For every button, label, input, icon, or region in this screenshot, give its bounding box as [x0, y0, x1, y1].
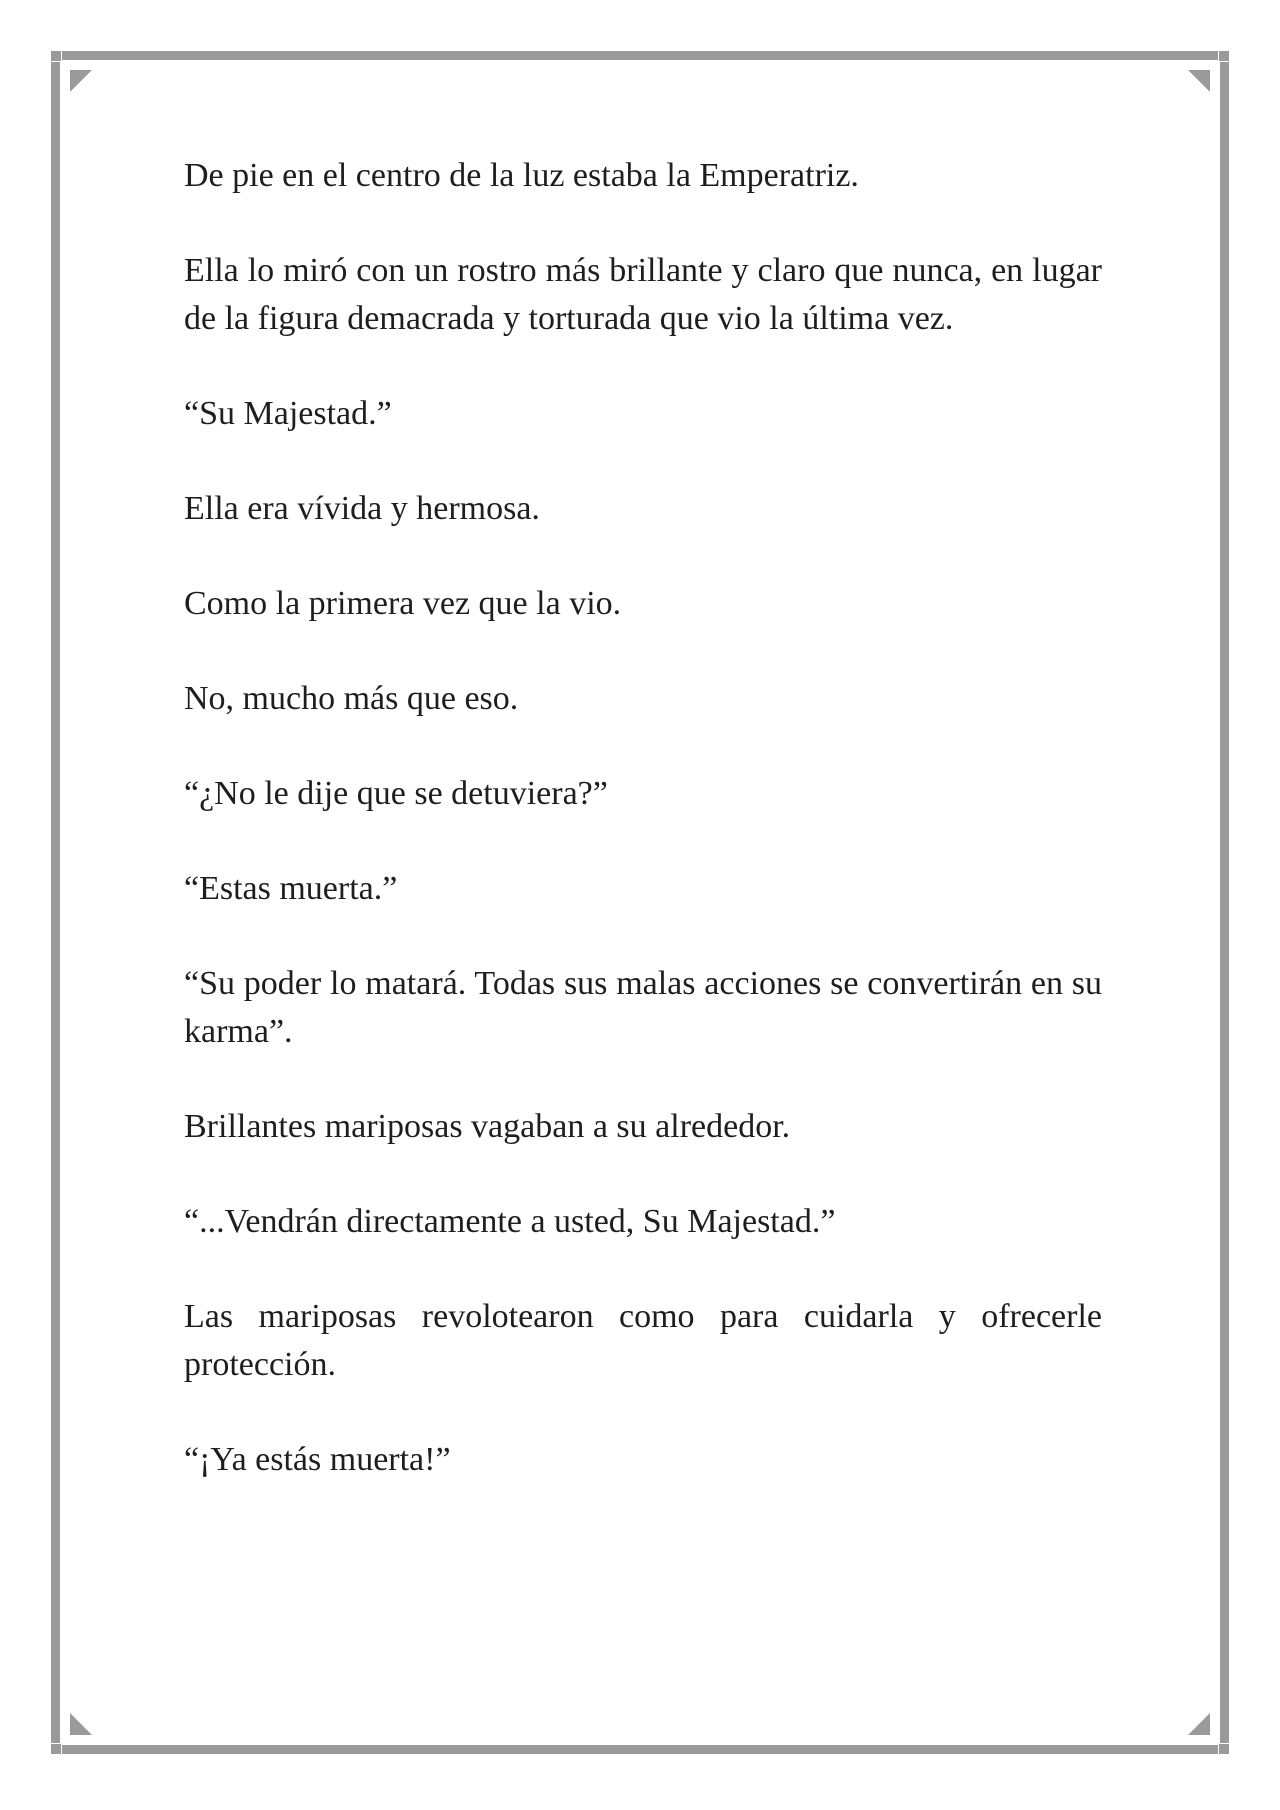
paragraph: “¡Ya estás muerta!”: [184, 1441, 451, 1478]
paragraph: Ella era vívida y hermosa.: [184, 490, 540, 527]
paragraph: “Su poder lo matará. Todas sus malas acciones se convertirán en su karma”.: [184, 965, 1102, 1050]
paragraph: Ella lo miró con un rostro más brillante y claro que nunca, en lugar de la figura demacrada y torturada que vio la última vez.: [184, 252, 1102, 337]
corner-triangle-bottom-left: [70, 1713, 92, 1735]
story-text: [184, 152, 1102, 1531]
frame-top-border: [62, 51, 1218, 60]
frame-right-border: [1220, 62, 1229, 1743]
corner-triangle-top-left: [70, 70, 92, 92]
frame-left-border: [51, 62, 60, 1743]
paragraph: “Estas muerta.”: [184, 870, 398, 907]
paragraph: Brillantes mariposas vagaban a su alrededor.: [184, 1108, 791, 1145]
paragraph: “...Vendrán directamente a usted, Su Majestad.”: [184, 1203, 836, 1240]
corner-triangle-bottom-right: [1188, 1713, 1210, 1735]
corner-square-bottom-left: [51, 1744, 61, 1754]
corner-square-bottom-right: [1219, 1744, 1229, 1754]
paragraph: “Su Majestad.”: [184, 395, 392, 432]
paragraph: Como la primera vez que la vio.: [184, 585, 622, 622]
frame-bottom-border: [62, 1745, 1218, 1754]
paragraph: No, mucho más que eso.: [184, 680, 519, 717]
paragraph: “¿No le dije que se detuviera?”: [184, 775, 608, 812]
paragraph: De pie en el centro de la luz estaba la Emperatriz.: [184, 157, 859, 194]
corner-square-top-left: [51, 51, 61, 61]
corner-triangle-top-right: [1188, 70, 1210, 92]
paragraph: Las mariposas revolotearon como para cuidarla y ofrecerle protección.: [184, 1298, 1102, 1383]
corner-square-top-right: [1219, 51, 1229, 61]
